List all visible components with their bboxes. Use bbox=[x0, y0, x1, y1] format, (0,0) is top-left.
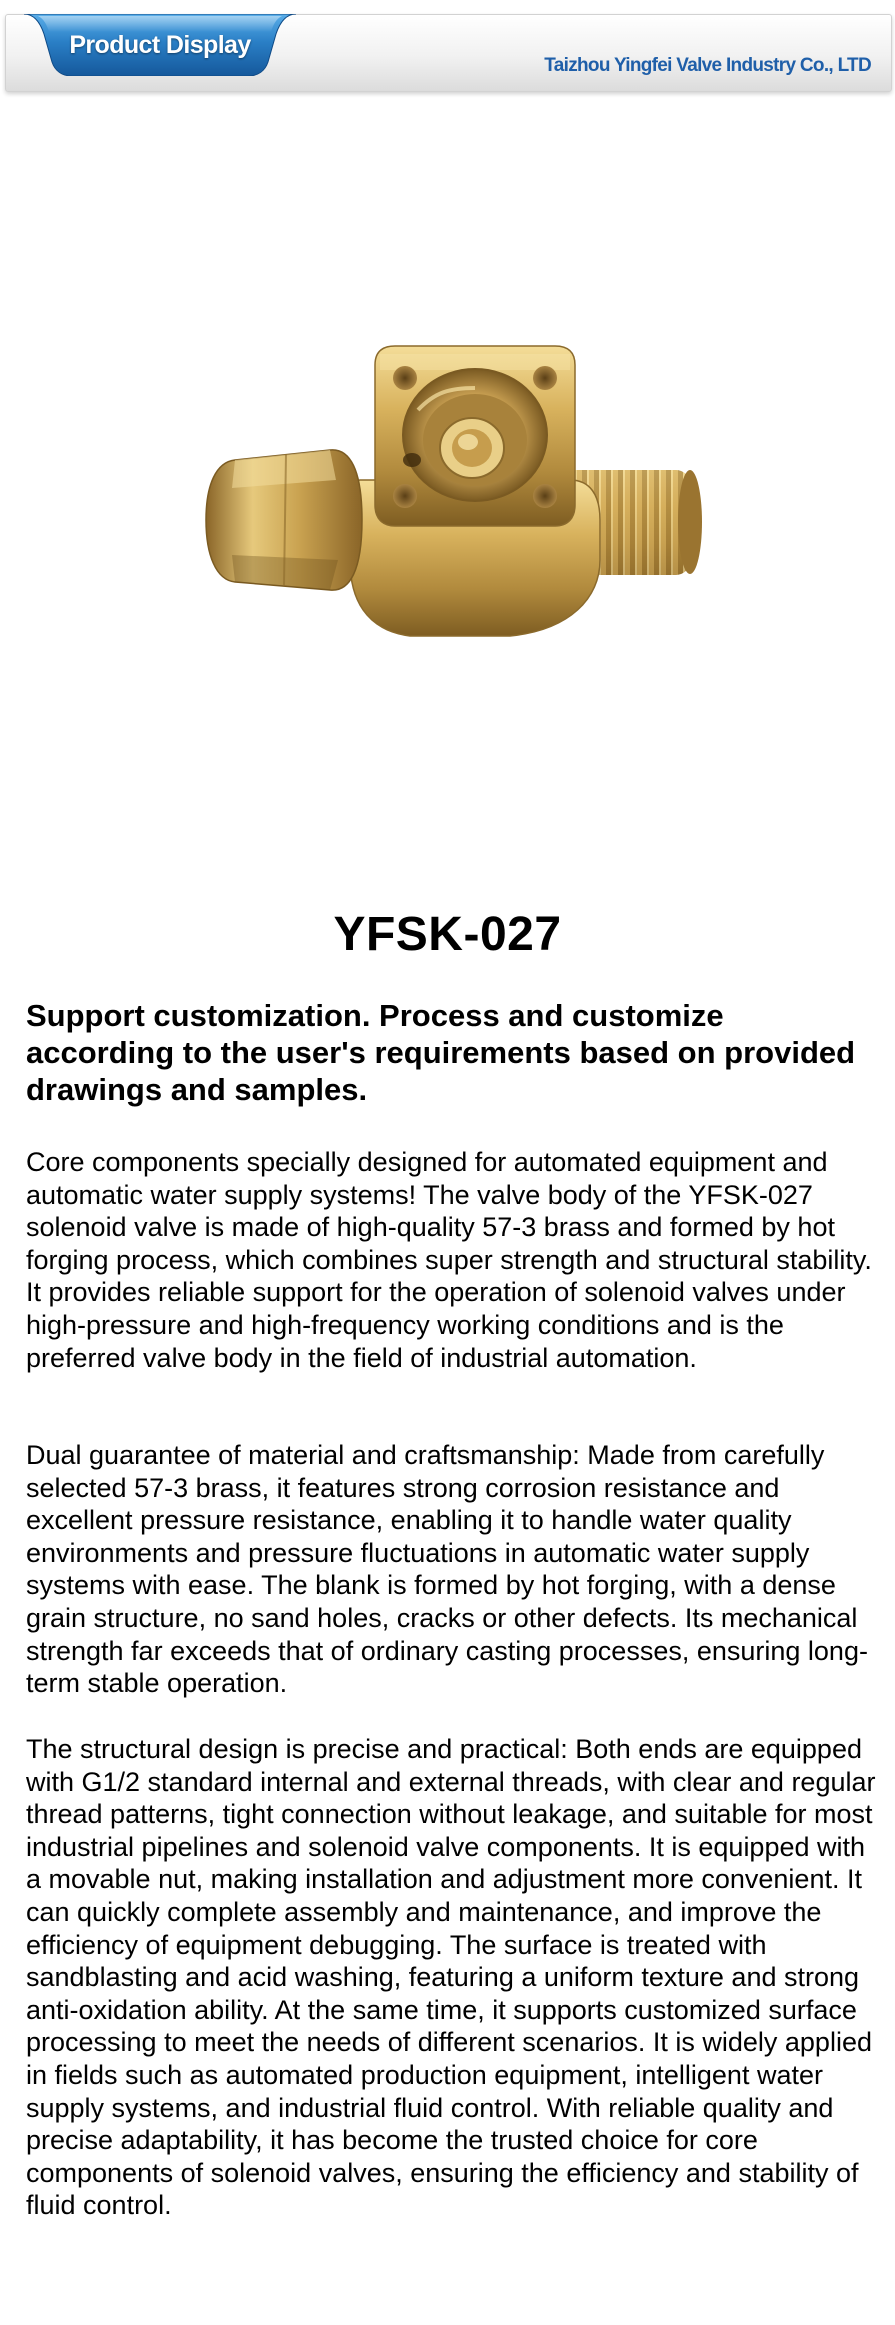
product-image bbox=[150, 330, 750, 730]
company-name: Taizhou Yingfei Valve Industry Co., LTD bbox=[544, 55, 871, 76]
description-paragraph-2: Dual guarantee of material and craftsmanship: Made from carefully selected 57-3 brass, it features strong corrosion resistance and excellent pressure resistance, enabling it to handle water quality environments and pressure fluctuations in automatic water supply systems with ease. The blank is formed by hot forging, with a dense grain structure, no sand holes, cracks or other defects. Its mechanical strength far exceeds that of ordinary casting processes, ensuring long-term stable operation. bbox=[26, 1440, 868, 1699]
header-bar bbox=[5, 14, 892, 92]
tab-title: Product Display bbox=[69, 31, 251, 59]
description-paragraph-3: The structural design is precise and practical: Both ends are equipped with G1/2 standard internal and external threads, with clear and regular thread patterns, tight connection without leakage, and suitable for most industrial pipelines and solenoid valve components. It is equipped with a movable nut, making installation and adjustment more convenient. It can quickly complete assembly and maintenance, and improve the efficiency of equipment debugging. The surface is treated with sandblasting and acid washing, featuring a uniform texture and strong anti-oxidation ability. At the same time, it supports customized surface processing to meet the needs of different scenarios. It is widely applied in fields such as automated production equipment, intelligent water supply systems, and industrial fluid control. With reliable quality and precise adaptability, it has become the trusted choice for core components of solenoid valves, ensuring the efficiency and stability of fluid control. bbox=[26, 1734, 876, 2221]
product-title: YFSK-027 bbox=[333, 908, 562, 961]
product-display-tab[interactable] bbox=[24, 14, 296, 76]
description-paragraph-1: Core components specially designed for automated equipment and automatic water supply systems! The valve body of the YFSK-027 solenoid valve is made of high-quality 57-3 brass and formed by hot forging process, which combines super strength and structural stability. It provides reliable support for the operation of solenoid valves under high-pressure and high-frequency working conditions and is the preferred valve body in the field of industrial automation. bbox=[26, 1147, 872, 1373]
product-subtitle: Support customization. Process and customize according to the user's requirements based on provided drawings and samples. bbox=[26, 998, 856, 1107]
brass-valve-body-icon bbox=[150, 330, 750, 730]
